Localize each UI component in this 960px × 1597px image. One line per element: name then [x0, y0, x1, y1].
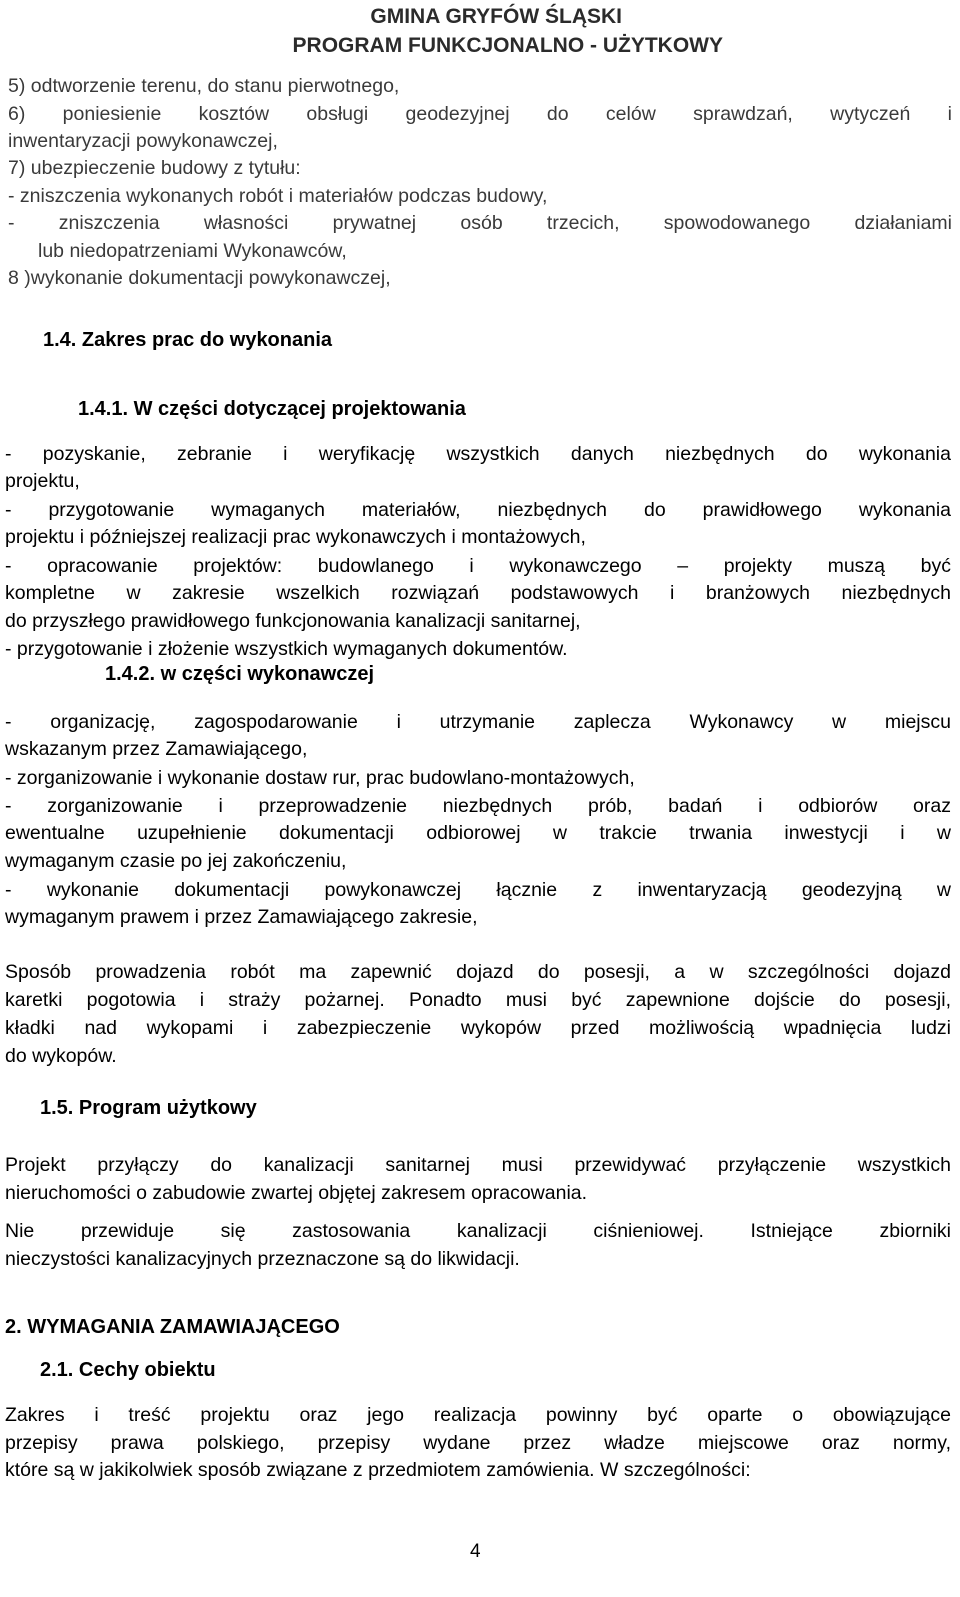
paragraph-line: ewentualne uzupełnienie dokumentacji odbiorowej w trakcie trwania inwestycji i w	[5, 822, 951, 844]
paragraph-line: nieczystości kanalizacyjnych przeznaczone są do likwidacji.	[5, 1248, 520, 1270]
paragraph-line: projektu i późniejszej realizacji prac wykonawczych i montażowych,	[5, 526, 586, 548]
paragraph-line: Nie przewiduje się zastosowania kanalizacji ciśnieniowej. Istniejące zbiorniki	[5, 1220, 951, 1242]
list-item: - zniszczenia wykonanych robót i materiałów podczas budowy,	[8, 185, 548, 207]
paragraph-line: - przygotowanie i złożenie wszystkich wymaganych dokumentów.	[5, 638, 568, 660]
list-item: - zniszczenia własności prywatnej osób trzecich, spowodowanego działaniami	[8, 212, 952, 234]
paragraph-line: - zorganizowanie i wykonanie dostaw rur, prac budowlano-montażowych,	[5, 767, 635, 789]
paragraph-line: do przyszłego prawidłowego funkcjonowania kanalizacji sanitarnej,	[5, 610, 581, 632]
section-heading-1-4-1: 1.4.1. W części dotyczącej projektowania	[78, 398, 466, 420]
paragraph-line: wskazanym przez Zamawiającego,	[5, 738, 308, 760]
section-heading-2-1: 2.1. Cechy obiektu	[40, 1359, 216, 1381]
paragraph-line: wymaganym prawem i przez Zamawiającego zakresie,	[5, 906, 478, 928]
paragraph-line: - przygotowanie wymaganych materiałów, niezbędnych do prawidłowego wykonania	[5, 499, 951, 521]
list-item: 5) odtworzenie terenu, do stanu pierwotnego,	[8, 75, 400, 97]
header-program: PROGRAM FUNKCJONALNO - UŻYTKOWY	[292, 34, 723, 57]
section-heading-1-5: 1.5. Program użytkowy	[40, 1097, 257, 1119]
paragraph-line: Projekt przyłączy do kanalizacji sanitarnej musi przewidywać przyłączenie wszystkich	[5, 1154, 951, 1176]
paragraph-line: Sposób prowadzenia robót ma zapewnić dojazd do posesji, a w szczególności dojazd	[5, 961, 951, 983]
paragraph-line: - pozyskanie, zebranie i weryfikację wszystkich danych niezbędnych do wykonania	[5, 443, 951, 465]
paragraph-line: projektu,	[5, 470, 80, 492]
section-heading-1-4: 1.4. Zakres prac do wykonania	[43, 329, 333, 351]
paragraph-line: - wykonanie dokumentacji powykonawczej łącznie z inwentaryzacją geodezyjną w	[5, 879, 951, 901]
list-item: 6) poniesienie kosztów obsługi geodezyjnej do celów sprawdzań, wytyczeń i	[8, 103, 952, 125]
list-item: 8 )wykonanie dokumentacji powykonawczej,	[8, 267, 391, 289]
paragraph-line: do wykopów.	[5, 1045, 117, 1067]
section-heading-2: 2. WYMAGANIA ZAMAWIAJĄCEGO	[5, 1316, 340, 1338]
paragraph-line: przepisy prawa polskiego, przepisy wydane przez władze miejscowe oraz normy,	[5, 1432, 951, 1454]
paragraph-line: kładki nad wykopami i zabezpieczenie wykopów przed możliwością wpadnięcia ludzi	[5, 1017, 951, 1039]
paragraph-line: które są w jakikolwiek sposób związane z przedmiotem zamówienia. W szczególności:	[5, 1459, 751, 1481]
list-item: 7) ubezpieczenie budowy z tytułu:	[8, 157, 301, 179]
section-heading-1-4-2: 1.4.2. w części wykonawczej	[105, 663, 375, 685]
page-number: 4	[470, 1541, 481, 1562]
paragraph-line: kompletne w zakresie wszelkich rozwiązań podstawowych i branżowych niezbędnych	[5, 582, 951, 604]
paragraph-line: wymaganym czasie po jej zakończeniu,	[5, 850, 347, 872]
paragraph-line: - zorganizowanie i przeprowadzenie niezbędnych prób, badań i odbiorów oraz	[5, 795, 951, 817]
paragraph-line: karetki pogotowia i straży pożarnej. Ponadto musi być zapewnione dojście do posesji,	[5, 989, 951, 1011]
paragraph-line: - opracowanie projektów: budowlanego i wykonawczego – projekty muszą być	[5, 555, 951, 577]
list-item: inwentaryzacji powykonawczej,	[8, 130, 278, 152]
paragraph-line: Zakres i treść projektu oraz jego realizacja powinny być oparte o obowiązujące	[5, 1404, 951, 1426]
paragraph-line: - organizację, zagospodarowanie i utrzymanie zaplecza Wykonawcy w miejscu	[5, 711, 951, 733]
header-gmina: GMINA GRYFÓW ŚLĄSKI	[370, 5, 622, 28]
paragraph-line: nieruchomości o zabudowie zwartej objętej zakresem opracowania.	[5, 1182, 588, 1204]
list-item: lub niedopatrzeniami Wykonawców,	[38, 240, 347, 262]
